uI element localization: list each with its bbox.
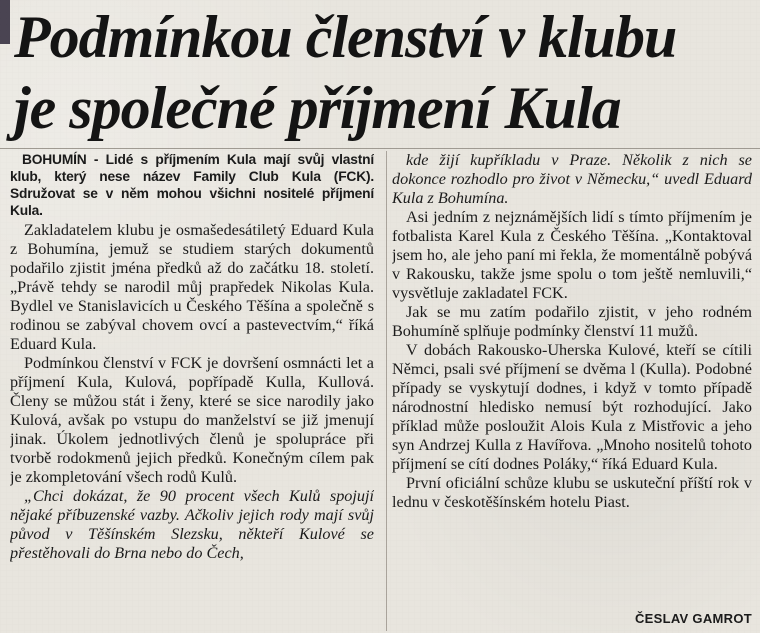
headline-line-1: Podmínkou členství v klubu <box>14 4 677 70</box>
left-color-mark <box>0 0 10 44</box>
left-paragraph-2: Podmínkou členství v FCK je dovršení osmnácti let a příjmení Kula, Kulová, popřípadě Kulla, Kullová. Členy se můžou stát i ženy, které se sice narodily jako Kulová, avšak po vstupu do manželství se již jmenují jinak. Úkolem jednotlivých členů je spolupráce při tvorbě rodokmenů jejich předků. Konečným cílem pak je zkompletování všech rodů Kulů. <box>10 354 374 486</box>
right-paragraph-2: Asi jedním z nejznámějších lidí s tímto příjmením je fotbalista Karel Kula z Českého Těšína. „Kontaktoval jsem ho, ale jeho paní mi řekla, že momentálně pobývá v Rakousku, takže jsme spolu o tom ještě nemluvili,“ vysvětluje zakladatel FCK. <box>392 208 752 302</box>
headline-line-2: je společné příjmení Kula <box>14 75 621 141</box>
right-paragraph-3: Jak se mu zatím podařilo zjistit, v jeho rodném Bohumíně splňuje podmínky členství 11 mužů. <box>392 303 752 340</box>
right-paragraph-1: kde žijí kupříkladu v Praze. Několik z nich se dokonce rozhodlo pro život v Německu,“ uvedl Eduard Kula z Bohumína. <box>392 151 752 207</box>
article-lead: BOHUMÍN - Lidé s příjmením Kula mají svůj vlastní klub, který nese název Family Club Kula (FCK). Sdružovat se v něm mohou všichni nositelé příjmení Kula. <box>10 152 374 218</box>
column-divider <box>386 151 387 631</box>
headline-rule <box>0 148 760 149</box>
article-headline <box>14 0 754 143</box>
right-column <box>392 151 752 633</box>
right-paragraph-4: V dobách Rakousko-Uherska Kulové, kteří se cítili Němci, psali své příjmení se dvěma l (Kulla). Podobné případy se vyskytují dodnes, i když v tomto případě národnostní hledisko nemusí být rozhodující. Jako příklad může posloužit Alois Kula z Mistřovic a jeho syn Andrzej Kulla z Havířova. „Mnoho nositelů tohoto příjmení se cítí dodnes Poláky,“ říká Eduard Kula. <box>392 341 752 473</box>
author-byline: ČESLAV GAMROT <box>634 611 752 626</box>
left-column <box>10 151 374 633</box>
left-paragraph-3: „Chci dokázat, že 90 procent všech Kulů spojují nějaké příbuzenské vazby. Ačkoliv jejich rody mají svůj původ v Těšínském Slezsku, někteří Kulové se přestěhovali do Brna nebo do Čech, <box>10 487 374 562</box>
left-paragraph-1: Zakladatelem klubu je osmašedesátiletý Eduard Kula z Bohumína, jemuž se studiem starých dokumentů podařilo zjistit jména předků až do začátku 18. století. „Právě tehdy se narodil můj prapředek Nikolas Kula. Bydlel ve Stanislavicích u Českého Těšína a společně s rodinou se zabýval chovem ovcí a pastevectvím,“ říká Eduard Kula. <box>10 221 374 353</box>
right-paragraph-5: První oficiální schůze klubu se uskuteční příští rok v lednu v českotěšínském hotelu Piast. <box>392 474 752 511</box>
